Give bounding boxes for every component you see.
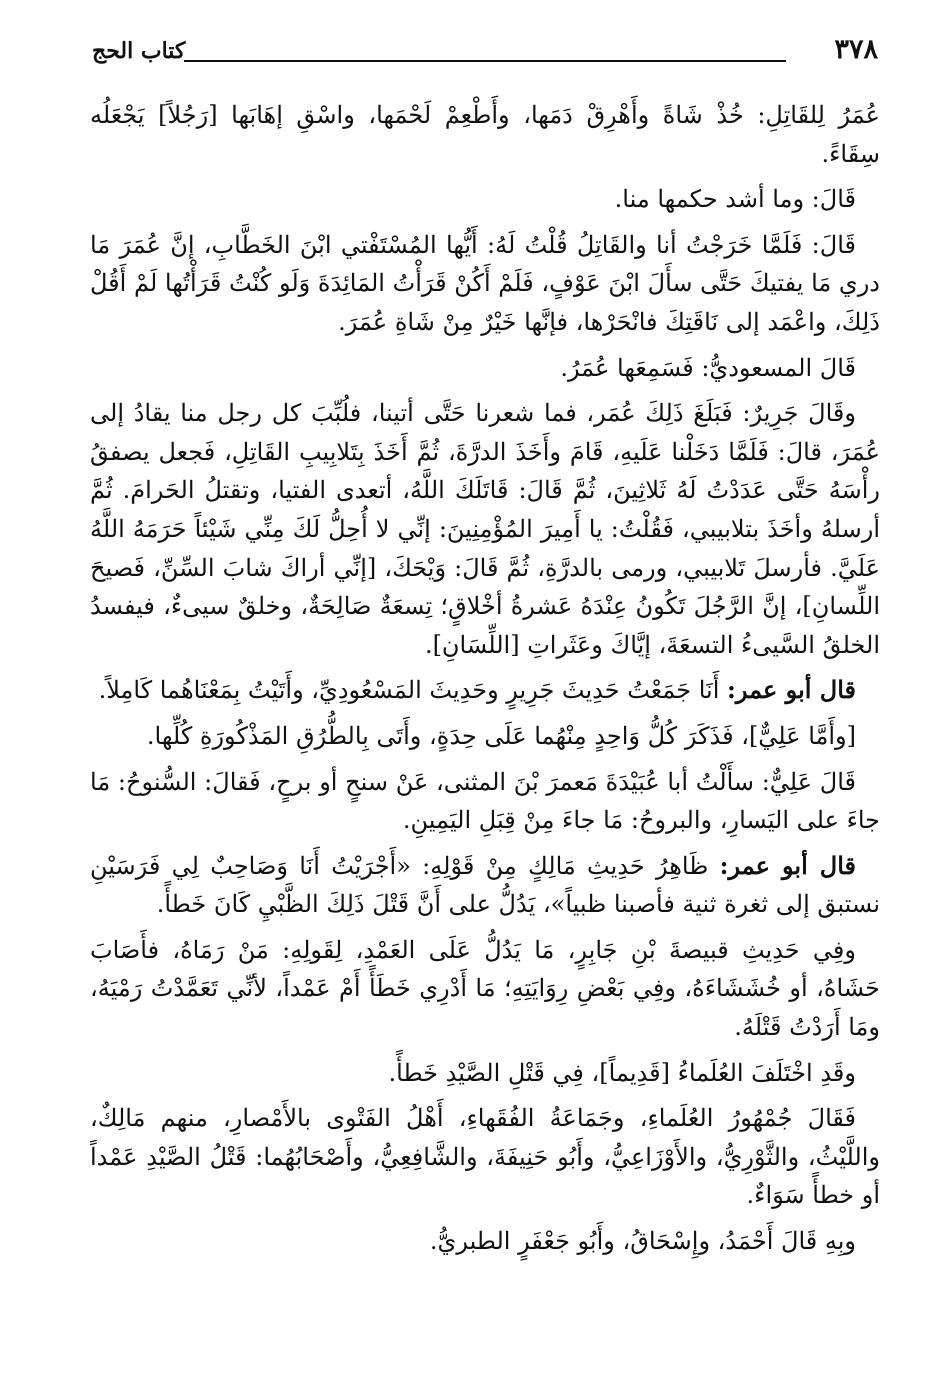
paragraph-text: قَالَ: وما أشد حكمها منا. xyxy=(614,185,856,214)
paragraph xyxy=(90,847,880,924)
paragraph xyxy=(90,1099,880,1215)
paragraph-text: [وأَمَّا عَلِيٌّ]، فَذَكَرَ كُلُّ وَاحِدٍ مِنْهُما عَلَى حِدَةٍ، وأَتَى بِالطُّرُقِ المَذْكُورَةِ كُلِّها. xyxy=(146,721,856,750)
paragraph xyxy=(90,717,880,756)
paragraph-text: وبِهِ قَالَ أَحْمَدُ، وإِسْحَاقُ، وأَبُو جَعْفَرٍ الطبريُّ. xyxy=(429,1227,856,1256)
paragraph-text: أَنَا جَمَعْتُ حَدِيثَ جَرِيرٍ وحَدِيثَ المَسْعُودِيِّ، وأَتَيْتُ بِمَعْنَاهُما كَامِلاً. xyxy=(98,676,720,705)
paragraph-text: عُمَرُ لِلقَاتِلِ: خُذْ شَاةً وأَهْرِقْ دَمَها، وأَطْعِمْ لَحْمَها، واسْقِ إهَابَها [رَجُلاً] يَجْعَلُه سِقَاءً. xyxy=(90,101,880,168)
paragraph-text: وقَدِ اخْتَلَفَ العُلَماءُ [قَدِيماً]، فِي قَتْلِ الصَّيْدِ خَطأً. xyxy=(388,1058,856,1087)
paragraph xyxy=(90,671,880,710)
header-rule xyxy=(184,60,786,62)
paragraph-text: فَقَالَ جُمْهُورُ العُلَماءِ، وجَمَاعَةُ الفُقَهاءِ، أَهْلُ الفَتْوى بالأَمْصارِ، منهم مَالِكٌ، واللَّيْثُ، والثَّوْرِيُّ، والأَوْزَاعِيُّ، وأَبُو حَنِيفَةَ، والشَّافِعِيُّ، وأَصْحَابُهُما: قَتْلُ الصَّيْدِ عَمْداً أو خطأً سَوَاءٌ. xyxy=(90,1104,880,1210)
paragraph xyxy=(90,1222,880,1261)
paragraph-text: وفِي حَدِيثِ قبيصةَ بْنِ جَابِرٍ، مَا يَدُلُّ عَلَى العَمْدِ، لِقَولِهِ: مَنْ رَمَاهُ، فأَصَابَ حَشَاهُ، أو خُشَشَاءَهُ، وفِي بَعْضِ رِوَايَتِهِ؛ مَا أَدْرِي خَطَأً أَمْ عَمْداً، لأنِّي تَعَمَّدْتُ رَمْيَهُ، ومَا أَرَدْتُ قَتْلَهُ. xyxy=(90,935,880,1042)
page-number: ٣٧٨ xyxy=(834,34,878,65)
page-body xyxy=(90,96,880,1268)
paragraph-text: قَالَ: فَلَمَّا خَرَجْتُ أنا والقَاتِلُ قُلْتُ لَهُ: أَيُّها المُسْتَفْتي ابْنَ الخَطَّابِ، إنَّ عُمَرَ مَا دري مَا يفتيكَ حَتَّى سأَلَ ابْنَ عَوْفٍ، فَلَمْ أَكُنْ قَرَأْتُ المَائِدَةَ وَلَو كُنْتُ قَرَأْتُها لَمْ أَقُلْ ذَلِكَ، واعْمَد إلى نَاقَتِكَ فانْحَرْها، فإنَّها خَيْرٌ مِنْ شَاةِ عُمَرَ. xyxy=(90,230,880,336)
page-header xyxy=(92,34,878,70)
paragraph xyxy=(90,96,880,173)
paragraph xyxy=(90,349,880,388)
paragraph-text: قَالَ عَلِيٌّ: سأَلْتُ أبا عُبَيْدَةَ مَعمرَ بْنَ المثنى، عَنْ سنحٍ أو برحٍ، فَقالَ: السُّنوحُ: مَا جاءَ على اليَسارِ، والبروحُ: مَا جاءَ مِنْ قِبَلِ اليَمِينِ. xyxy=(90,767,880,835)
paragraph-text: قَالَ المسعوديُّ: فَسَمِعَها عُمَرُ. xyxy=(560,353,856,382)
book-title: كتاب الحج xyxy=(92,38,186,64)
speaker-label: قال أبو عمر: xyxy=(719,850,856,880)
speaker-label: قال أبو عمر: xyxy=(727,675,856,705)
paragraph xyxy=(90,180,880,219)
paragraph xyxy=(90,931,880,1047)
paragraph xyxy=(90,763,880,840)
paragraph xyxy=(90,1054,880,1093)
paragraph xyxy=(90,226,880,342)
paragraph xyxy=(90,394,880,664)
paragraph-text: ظَاهِرُ حَدِيثِ مَالِكٍ مِنْ قَوْلِهِ: «أَجْرَيْتُ أَنَا وَصَاحِبٌ لِي فَرَسَيْنِ نستبق إلى ثغرة ثنية فأصبنا ظبياً»، يَدُلُّ على أَنَّ قَتْلَ ذَلِكَ الظَّبْيِ كَانَ خَطأً. xyxy=(90,851,880,919)
paragraph-text: وقَالَ جَرِيرٌ: فَبَلَغَ ذَلِكَ عُمَر، فما شعرنا حَتَّى أتينا، فلُبِّبَ كل رجل منا يقادُ إلى عُمَرَ، قالَ: فَلَمَّا دَخَلْنا عَلَيهِ، قَامَ وأَخَذَ الدرَّةَ، ثُمَّ أَخَذَ بِتَلابِيبِ القَاتِلِ، فَجعل يصفقُ رأْسَهُ حَتَّى عَدَدْتُ لَهُ ثَلاثِينَ، ثُمَّ قَالَ: قَاتَلَكَ اللَّهُ، أتعدى الفتيا، وتقتلُ الحَرامَ. ثُمَّ أرسلهُ وأخَذَ بتلابيبي، فَقُلْتُ: يا أَمِيرَ المُؤْمِنِينَ: إنِّي لا أُحِلُّ لَكَ مِنِّي شَيْئاً حَرَمَهُ اللَّهُ عَلَيَّ. فأرسلَ تَلابيبي، ورمى بالدرَّةِ، ثُمَّ قَالَ: وَيْحَكَ، [إنِّي أراكَ شابَ السِّنِّ، فَصيحَ اللِّسانِ]، إنَّ الرَّجُلَ تَكُونُ عِنْدَهُ عَشرةُ أخْلاقٍ؛ تِسعَةٌ صَالِحَةٌ، وخلقٌ سيىءٌ، فيفسدُ الخلقُ السَّيىءُ التسعَةَ، إيَّاكَ وعَثَراتِ [اللِّسَانِ]. xyxy=(90,399,881,659)
